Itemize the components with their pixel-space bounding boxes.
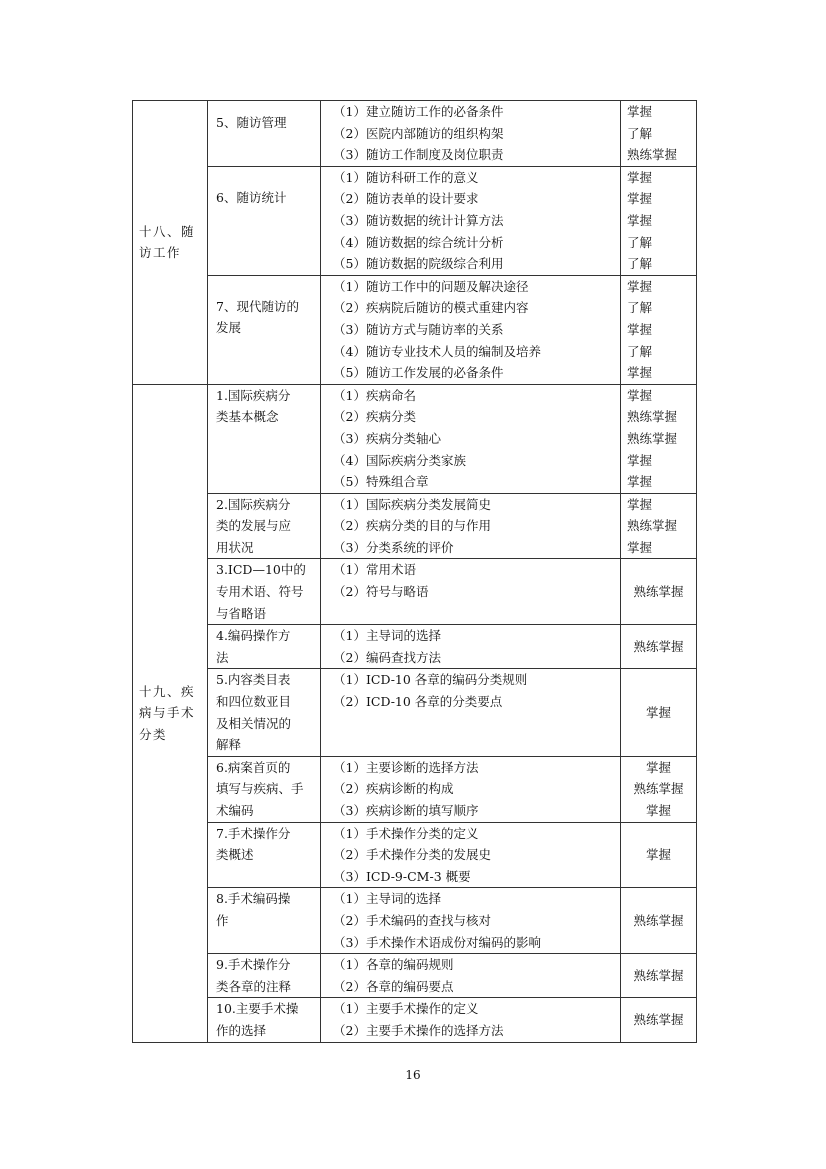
content-item: （1）ICD-10 各章的编码分类规则 bbox=[333, 672, 528, 688]
topic-text: 7.手术操作分 bbox=[216, 825, 291, 841]
requirement-text: 掌握 bbox=[627, 169, 653, 185]
requirement-cell bbox=[621, 756, 697, 822]
requirement-text: 了解 bbox=[627, 234, 653, 250]
content-item: （1）常用术语 bbox=[333, 562, 416, 578]
requirement-cell bbox=[621, 493, 697, 559]
table-row bbox=[133, 998, 697, 1042]
topic-cell bbox=[208, 669, 321, 756]
content-item: （1）疾病命名 bbox=[333, 387, 416, 403]
content-item: （2）疾病分类 bbox=[333, 409, 416, 425]
content-cell bbox=[321, 756, 621, 822]
content-item: （3）ICD-9-CM-3 概要 bbox=[333, 868, 471, 884]
topic-text: 法 bbox=[216, 649, 229, 665]
content-item: （1）手术操作分类的定义 bbox=[333, 825, 479, 841]
content-cell bbox=[321, 669, 621, 756]
requirement-text: 了解 bbox=[627, 125, 653, 141]
content-item: （3）手术操作术语成份对编码的影响 bbox=[333, 934, 541, 950]
requirement-text: 掌握 bbox=[627, 321, 653, 337]
requirement-text: 掌握 bbox=[627, 104, 653, 119]
requirement-text: 熟练掌握 bbox=[633, 912, 684, 928]
requirement-text: 掌握 bbox=[627, 496, 653, 512]
requirement-text: 掌握 bbox=[645, 803, 671, 818]
requirement-cell bbox=[621, 384, 697, 493]
topic-text: 6.病案首页的 bbox=[216, 759, 291, 775]
content-item: （2）疾病院后随访的模式重建内容 bbox=[333, 300, 529, 316]
content-item: （4）随访专业技术人员的编制及培养 bbox=[333, 343, 541, 359]
requirement-text: 掌握 bbox=[645, 759, 671, 775]
content-cell bbox=[321, 954, 621, 998]
topic-cell bbox=[208, 384, 321, 493]
topic-text: 3.ICD—10中的 bbox=[216, 562, 306, 578]
topic-text: 类的发展与应 bbox=[216, 518, 292, 534]
requirement-text: 熟练掌握 bbox=[627, 409, 678, 425]
requirement-cell bbox=[621, 166, 697, 275]
chapter-cell bbox=[133, 101, 208, 385]
content-item: （2）疾病分类的目的与作用 bbox=[333, 518, 491, 534]
requirement-text: 掌握 bbox=[627, 191, 653, 207]
content-item: （3）随访工作制度及岗位职责 bbox=[333, 147, 504, 163]
topic-cell bbox=[208, 166, 321, 275]
topic-text: 7、现代随访的 bbox=[216, 298, 299, 314]
requirement-text: 熟练掌握 bbox=[627, 518, 678, 534]
requirement-text: 掌握 bbox=[645, 847, 671, 863]
requirement-text: 掌握 bbox=[627, 387, 653, 403]
table-row bbox=[133, 669, 697, 756]
topic-text: 及相关情况的 bbox=[216, 715, 292, 731]
table-row bbox=[133, 954, 697, 998]
content-item: （3）分类系统的评价 bbox=[333, 539, 454, 555]
content-item: （2）编码查找方法 bbox=[333, 649, 441, 665]
chapter-text: 病与手术 bbox=[139, 705, 196, 721]
content-cell bbox=[321, 493, 621, 559]
content-item: （1）建立随访工作的必备条件 bbox=[333, 104, 504, 119]
content-item: （1）各章的编码规则 bbox=[333, 957, 454, 973]
topic-cell bbox=[208, 888, 321, 954]
chapter-text: 十八、随 bbox=[139, 223, 196, 239]
table-row bbox=[133, 888, 697, 954]
content-item: （1）随访工作中的问题及解决途径 bbox=[333, 278, 529, 294]
topic-text: 和四位数亚目 bbox=[216, 694, 292, 710]
topic-text: 8.手术编码操 bbox=[216, 891, 291, 907]
requirement-cell bbox=[621, 101, 697, 167]
content-item: （1）主导词的选择 bbox=[333, 628, 441, 644]
topic-cell bbox=[208, 101, 321, 167]
content-item: （3）疾病诊断的填写顺序 bbox=[333, 803, 479, 818]
table-row bbox=[133, 493, 697, 559]
requirement-cell bbox=[621, 669, 697, 756]
content-cell bbox=[321, 101, 621, 167]
requirement-text: 熟练掌握 bbox=[633, 639, 684, 655]
requirement-text: 了解 bbox=[627, 343, 653, 359]
topic-text: 类基本概念 bbox=[216, 409, 279, 425]
chapter-text: 访工作 bbox=[139, 245, 182, 261]
requirement-cell bbox=[621, 888, 697, 954]
requirement-text: 掌握 bbox=[645, 704, 671, 720]
requirement-text: 掌握 bbox=[627, 474, 653, 490]
content-item: （2）符号与略语 bbox=[333, 584, 429, 600]
topic-text: 类概述 bbox=[216, 847, 254, 863]
table-row bbox=[133, 756, 697, 822]
requirement-text: 掌握 bbox=[627, 212, 653, 228]
syllabus-table bbox=[132, 100, 697, 1043]
requirement-text: 掌握 bbox=[627, 365, 653, 381]
topic-text: 专用术语、符号 bbox=[216, 584, 304, 600]
requirement-text: 熟练掌握 bbox=[627, 430, 678, 446]
table-row bbox=[133, 275, 697, 384]
topic-cell bbox=[208, 493, 321, 559]
content-cell bbox=[321, 166, 621, 275]
content-cell bbox=[321, 384, 621, 493]
topic-text: 2.国际疾病分 bbox=[216, 496, 291, 512]
requirement-text: 了解 bbox=[627, 300, 653, 316]
topic-text: 10.主要手术操 bbox=[216, 1001, 299, 1017]
topic-text: 用状况 bbox=[216, 539, 254, 555]
requirement-cell bbox=[621, 275, 697, 384]
table-row bbox=[133, 166, 697, 275]
content-item: （5）随访工作发展的必备条件 bbox=[333, 365, 504, 381]
chapter-text: 分类 bbox=[139, 726, 168, 742]
topic-text: 填写与疾病、手 bbox=[216, 781, 304, 797]
topic-cell bbox=[208, 559, 321, 625]
requirement-text: 掌握 bbox=[627, 539, 653, 555]
topic-text: 解释 bbox=[216, 737, 242, 753]
content-item: （2）疾病诊断的构成 bbox=[333, 781, 454, 797]
topic-text: 术编码 bbox=[216, 803, 254, 818]
content-item: （4）国际疾病分类家族 bbox=[333, 452, 466, 468]
topic-text: 与省略语 bbox=[216, 605, 267, 621]
requirement-cell bbox=[621, 559, 697, 625]
requirement-text: 掌握 bbox=[627, 278, 653, 294]
requirement-cell bbox=[621, 954, 697, 998]
topic-text: 发展 bbox=[216, 320, 242, 336]
requirement-text: 熟练掌握 bbox=[627, 147, 678, 163]
requirement-cell bbox=[621, 998, 697, 1042]
topic-text: 作的选择 bbox=[216, 1022, 267, 1038]
content-item: （2）主要手术操作的选择方法 bbox=[333, 1022, 504, 1038]
content-cell bbox=[321, 275, 621, 384]
requirement-text: 了解 bbox=[627, 256, 653, 272]
topic-text: 5、随访管理 bbox=[216, 115, 287, 130]
requirement-text: 熟练掌握 bbox=[633, 967, 684, 983]
topic-cell bbox=[208, 822, 321, 888]
topic-text: 9.手术操作分 bbox=[216, 957, 291, 973]
topic-text: 4.编码操作方 bbox=[216, 628, 291, 644]
content-item: （1）随访科研工作的意义 bbox=[333, 169, 479, 185]
requirement-cell bbox=[621, 822, 697, 888]
requirement-text: 熟练掌握 bbox=[633, 1012, 684, 1028]
requirement-text: 熟练掌握 bbox=[633, 781, 684, 797]
content-item: （1）国际疾病分类发展简史 bbox=[333, 496, 491, 512]
content-item: （2）手术操作分类的发展史 bbox=[333, 847, 491, 863]
content-cell bbox=[321, 822, 621, 888]
content-item: （2）医院内部随访的组织构架 bbox=[333, 125, 504, 141]
chapter-cell bbox=[133, 384, 208, 1042]
page-number: 16 bbox=[405, 1068, 421, 1082]
content-cell bbox=[321, 888, 621, 954]
topic-text: 5.内容类目表 bbox=[216, 672, 291, 688]
topic-text: 作 bbox=[216, 912, 229, 928]
content-item: （3）随访数据的统计计算方法 bbox=[333, 212, 504, 228]
table-row bbox=[133, 822, 697, 888]
content-item: （3）疾病分类轴心 bbox=[333, 430, 441, 446]
content-item: （2）手术编码的查找与核对 bbox=[333, 912, 491, 928]
table-row bbox=[133, 559, 697, 625]
content-item: （1）主导词的选择 bbox=[333, 891, 441, 907]
content-item: （2）随访表单的设计要求 bbox=[333, 191, 479, 207]
table-row bbox=[133, 384, 697, 493]
content-item: （5）随访数据的院级综合利用 bbox=[333, 256, 504, 272]
topic-cell bbox=[208, 954, 321, 998]
topic-cell bbox=[208, 756, 321, 822]
topic-cell bbox=[208, 998, 321, 1042]
content-cell bbox=[321, 625, 621, 669]
content-cell bbox=[321, 998, 621, 1042]
content-item: （1）主要诊断的选择方法 bbox=[333, 759, 479, 775]
chapter-text: 十九、疾 bbox=[139, 683, 196, 699]
content-item: （3）随访方式与随访率的关系 bbox=[333, 321, 504, 337]
requirement-cell bbox=[621, 625, 697, 669]
content-cell bbox=[321, 559, 621, 625]
content-item: （2）各章的编码要点 bbox=[333, 978, 454, 994]
content-item: （4）随访数据的综合统计分析 bbox=[333, 234, 504, 250]
requirement-text: 掌握 bbox=[627, 452, 653, 468]
topic-cell bbox=[208, 275, 321, 384]
content-item: （5）特殊组合章 bbox=[333, 474, 429, 490]
topic-text: 6、随访统计 bbox=[216, 189, 287, 205]
content-item: （1）主要手术操作的定义 bbox=[333, 1001, 479, 1017]
topic-cell bbox=[208, 625, 321, 669]
topic-text: 1.国际疾病分 bbox=[216, 387, 291, 403]
requirement-text: 熟练掌握 bbox=[633, 584, 684, 600]
table-row bbox=[133, 625, 697, 669]
topic-text: 类各章的注释 bbox=[216, 978, 292, 994]
table-row bbox=[133, 101, 697, 167]
content-item: （2）ICD-10 各章的分类要点 bbox=[333, 694, 503, 710]
